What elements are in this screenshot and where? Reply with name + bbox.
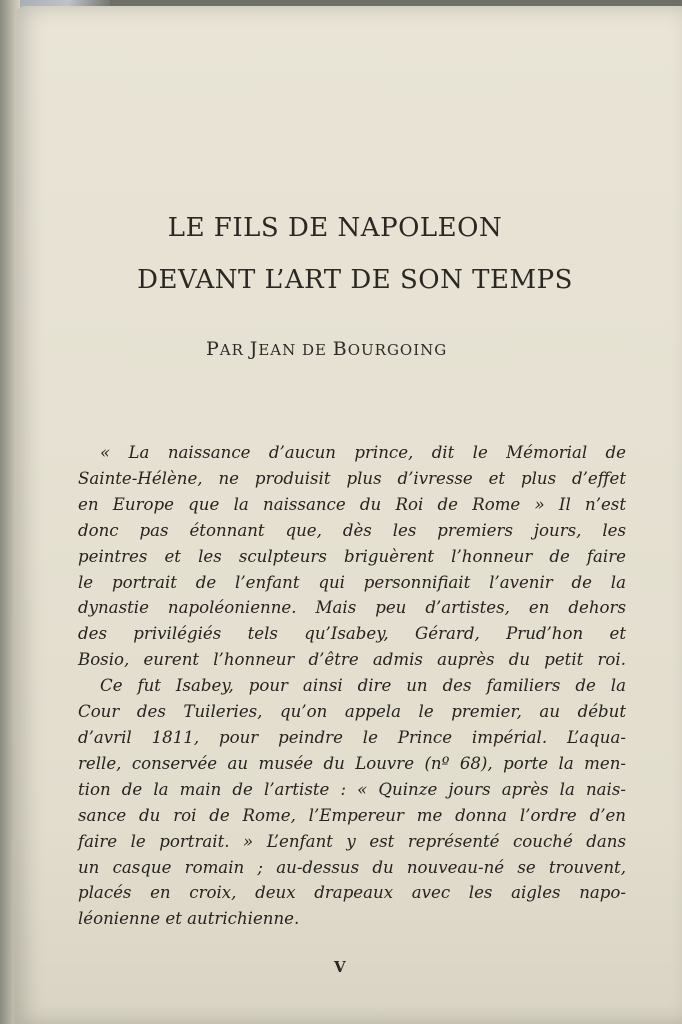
text-line: des privilégiés tels qu’Isabey, Gérard, Prud’hon et [78, 624, 626, 644]
text-line: Ce fut Isabey, pour ainsi dire un des familiers de la [100, 676, 626, 696]
text-line: léonienne et autrichienne. [78, 909, 300, 929]
title-line-2: DEVANT L’ART DE SON TEMPS [137, 265, 573, 295]
text-line: Bosio, eurent l’honneur d’être admis auprès du petit roi. [78, 650, 626, 670]
paragraph-2 [78, 673, 626, 932]
author-first-rest: EAN DE [258, 341, 333, 359]
author-last-rest: OURGOING [347, 341, 448, 359]
text-line: le portrait de l’enfant qui personnifiait l’avenir de la [78, 572, 626, 592]
text-line: relle, conservée au musée du Louvre (nº 68), porte la men- [78, 753, 626, 773]
body-text [78, 440, 626, 932]
author-byline [206, 338, 447, 360]
text-line: « La naissance d’aucun prince, dit le Mémorial de [100, 443, 626, 462]
text-line: peintres et les sculpteurs briguèrent l’honneur de faire [78, 546, 626, 566]
author-last-initial: B [332, 338, 348, 360]
author-prefix-rest: AR [219, 341, 250, 359]
text-line: tion de la main de l’artiste : « Quinze jours après la nais- [78, 779, 626, 799]
page-number: V [334, 958, 346, 976]
text-line: placés en croix, deux drapeaux avec les aigles napo- [78, 883, 626, 903]
text-line: Sainte-Hélène, ne produisit plus d’ivresse et plus d’effet [78, 468, 626, 488]
text-line: donc pas étonnant que, dès les premiers jours, les [78, 520, 626, 540]
text-line: d’avril 1811, pour peindre le Prince impérial. L’aqua- [78, 727, 626, 747]
text-line: faire le portrait. » L’enfant y est représenté couché dans [78, 831, 626, 851]
text-line: dynastie napoléonienne. Mais peu d’artistes, en dehors [78, 598, 626, 618]
text-line: en Europe que la naissance du Roi de Rome » Il n’est [78, 494, 626, 514]
title-line-1: LE FILS DE NAPOLEON [167, 213, 503, 243]
author-prefix-initial: P [206, 338, 220, 360]
text-line: Cour des Tuileries, qu’on appela le premier, au début [78, 702, 626, 722]
paragraph-1 [78, 440, 626, 673]
author-first-initial: J [249, 338, 259, 360]
text-line: un casque romain ; au-dessus du nouveau-né se trouvent, [78, 857, 626, 877]
text-line: sance du roi de Rome, l’Empereur me donna l’ordre d’en [78, 805, 626, 825]
